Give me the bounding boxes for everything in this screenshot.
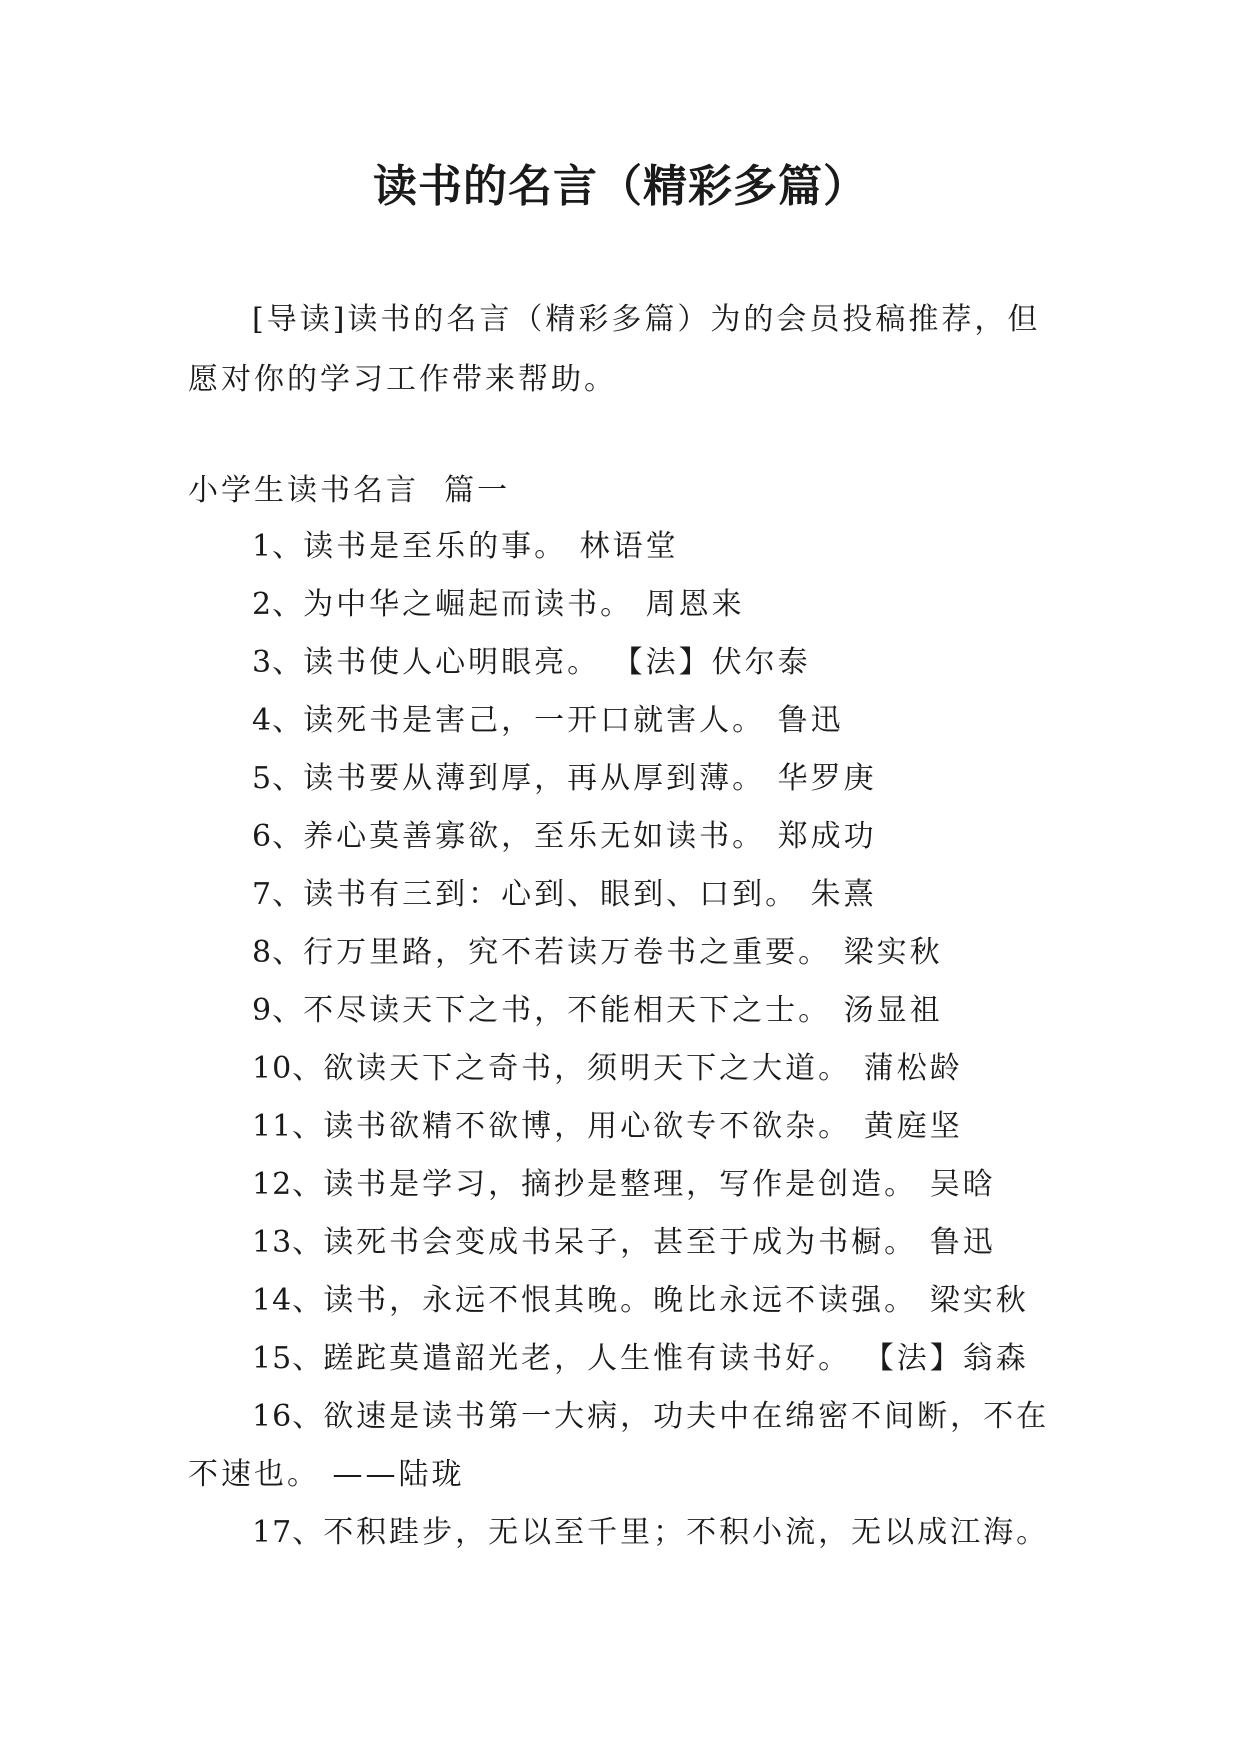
- quote-item: [188, 1272, 1058, 1330]
- quote-number: 7、: [252, 877, 304, 912]
- quote-text: 读书有三到：心到、眼到、口到。 朱熹: [303, 877, 877, 912]
- quote-item: [188, 1040, 1058, 1098]
- quote-text: 欲速是读书第一大病，功夫中在绵密不间断，不在不速也。 ——陆珑: [188, 1399, 1050, 1492]
- quote-number: 13、: [252, 1225, 324, 1260]
- quote-text: 养心莫善寡欲，至乐无如读书。 郑成功: [303, 819, 877, 854]
- quote-text: 为中华之崛起而读书。 周恩来: [303, 587, 745, 622]
- quote-text: 不积跬步，无以至千里；不积小流，无以成江海。: [323, 1515, 1050, 1550]
- quote-item: [188, 1156, 1058, 1214]
- quote-item: [188, 692, 1058, 750]
- quote-number: 5、: [252, 761, 304, 796]
- quote-text: 欲读天下之奇书，须明天下之大道。 蒲松龄: [323, 1051, 963, 1086]
- quote-number: 14、: [252, 1283, 324, 1318]
- quote-item: [188, 750, 1058, 808]
- quote-item: [188, 1388, 1058, 1504]
- quote-item: [188, 518, 1058, 576]
- quote-text: 不尽读天下之书，不能相天下之士。 汤显祖: [303, 993, 943, 1028]
- quote-item: [188, 634, 1058, 692]
- quote-item: [188, 1098, 1058, 1156]
- quote-number: 15、: [252, 1341, 324, 1376]
- section-heading: 小学生读书名言 篇一: [188, 473, 511, 508]
- quote-item: [188, 1214, 1058, 1272]
- intro-paragraph: [导读]读书的名言（精彩多篇）为的会员投稿推荐，但愿对你的学习工作带来帮助。: [188, 302, 1041, 397]
- quote-text: 读死书会变成书呆子，甚至于成为书橱。 鲁迅: [323, 1225, 996, 1260]
- quote-text: 读书，永远不恨其晚。晚比永远不读强。 梁实秋: [323, 1283, 1029, 1318]
- quote-text: 读书欲精不欲博，用心欲专不欲杂。 黄庭坚: [323, 1109, 963, 1144]
- quote-number: 4、: [252, 703, 304, 738]
- quote-item: [188, 576, 1058, 634]
- quote-item: [188, 1504, 1058, 1562]
- quote-item: [188, 866, 1058, 924]
- quote-number: 10、: [252, 1051, 324, 1086]
- quote-number: 12、: [252, 1167, 324, 1202]
- quote-text: 读死书是害己，一开口就害人。 鲁迅: [303, 703, 844, 738]
- document-title: 读书的名言（精彩多篇）: [373, 161, 868, 212]
- quote-item: [188, 808, 1058, 866]
- quote-list: [188, 518, 1058, 1562]
- quote-number: 17、: [252, 1515, 324, 1550]
- quote-text: 行万里路，究不若读万卷书之重要。 梁实秋: [303, 935, 943, 970]
- quote-text: 读书使人心明眼亮。 【法】伏尔泰: [303, 645, 811, 680]
- quote-number: 16、: [252, 1399, 324, 1434]
- quote-text: 读书是至乐的事。 林语堂: [303, 529, 679, 564]
- quote-number: 9、: [252, 993, 304, 1028]
- quote-text: 读书要从薄到厚，再从厚到薄。 华罗庚: [303, 761, 877, 796]
- quote-item: [188, 982, 1058, 1040]
- quote-number: 3、: [252, 645, 304, 680]
- quote-number: 2、: [252, 587, 304, 622]
- quote-item: [188, 924, 1058, 982]
- quote-number: 8、: [252, 935, 304, 970]
- quote-number: 11、: [252, 1109, 324, 1144]
- quote-item: [188, 1330, 1058, 1388]
- quote-number: 1、: [252, 529, 304, 564]
- quote-number: 6、: [252, 819, 304, 854]
- quote-text: 蹉跎莫遣韶光老，人生惟有读书好。 【法】翁森: [323, 1341, 1029, 1376]
- quote-text: 读书是学习，摘抄是整理，写作是创造。 吴晗: [323, 1167, 996, 1202]
